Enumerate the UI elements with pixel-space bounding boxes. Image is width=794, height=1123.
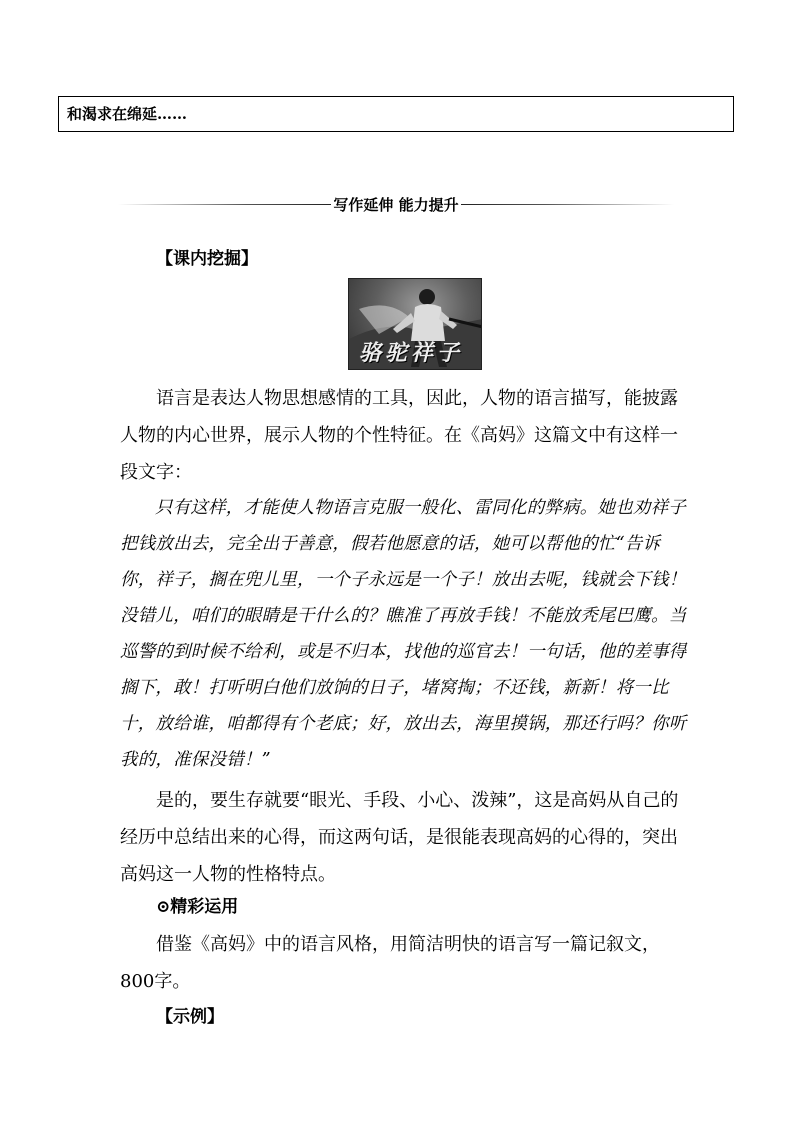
illustration-image xyxy=(348,278,482,370)
paragraph-analysis: 是的，要生存就要“眼光、手段、小心、泼辣”，这是高妈从自己的经历中总结出来的心得，而这两句话，是很能表现高妈的心得的，突出高妈这一人物的性格特点。 xyxy=(120,790,679,885)
paragraph-assignment: 借鉴《高妈》中的语言风格，用简洁明快的语言写一篇记叙文，800字。 xyxy=(120,934,660,992)
subhead-application: ⊙精彩运用 xyxy=(156,897,239,917)
boxed-text: 和渴求在绵延…… xyxy=(67,105,188,123)
image-caption: 骆驼祥子 xyxy=(359,340,464,366)
paragraph-intro: 语言是表达人物思想感情的工具，因此，人物的语言描写，能披露人物的内心世界，展示人物的个性特征。在《高妈》这篇文中有这样一段文字： xyxy=(120,388,678,483)
section-heading-label: 写作延伸 能力提升 xyxy=(333,195,459,214)
heading-rule-left xyxy=(118,204,331,205)
continued-text-box xyxy=(58,96,734,132)
heading-rule-right xyxy=(461,204,674,205)
section-heading xyxy=(118,192,674,216)
section-label-example: 【示例】 xyxy=(156,1007,224,1027)
section-label-classroom: 【课内挖掘】 xyxy=(156,249,258,269)
quoted-passage: 只有这样，才能使人物语言克服一般化、雷同化的弊病。她也劝祥子把钱放出去，完全出于善意，假若他愿意的话，她可以帮他的忙“告诉你，祥子，搁在兜儿里，一个子永远是一个子！放出去呢，钱就会下钱！没错儿，咱们的眼睛是干什么的？瞧准了再放手钱！不能放秃尾巴鹰。当巡警的到时候不给利，或是不归本，找他的巡官去！一句话，他的差事得搁下，敢！打听明白他们放饷的日子，堵窝掏；不还钱，新新！将一比十，放给谁，咱都得有个老底；好，放出去，海里摸锅，那还行吗？你听我的，准保没错！” xyxy=(120,498,687,770)
